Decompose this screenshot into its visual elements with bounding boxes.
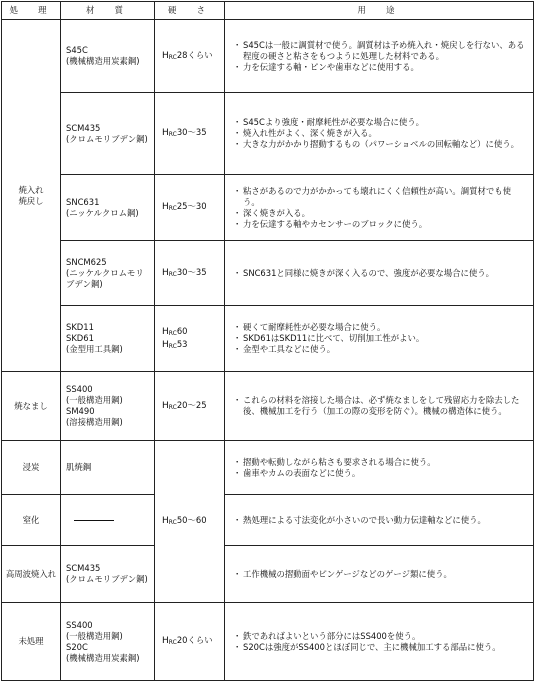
material-name: SM490 (66, 406, 95, 416)
material-cell (61, 372, 155, 441)
hardness-value: 30～35 (176, 127, 207, 137)
material-name: SS400 (66, 619, 93, 630)
hardness-value: 53 (176, 338, 188, 349)
process-label: 焼入れ 焼戻し (18, 184, 44, 206)
material-desc: (一般構造用鋼) (66, 630, 123, 641)
use-cell (225, 441, 534, 495)
material-name: S20C (66, 641, 88, 652)
material-desc: (金型用工具鋼) (66, 344, 123, 354)
table-row (2, 495, 534, 546)
use-item: ・ 深く焼きが入る。 (235, 208, 527, 219)
heat-treatment-table (1, 1, 534, 681)
hardness-sub: RC (168, 205, 177, 212)
use-cell (225, 495, 534, 546)
table-row (2, 306, 534, 372)
process-carburizing: 浸炭 (2, 441, 61, 495)
hardness-sub: RC (168, 329, 177, 337)
hardness-cell (155, 441, 225, 603)
hardness-cell (155, 20, 225, 93)
use-cell (225, 603, 534, 681)
material-desc: (機械構造用炭素鋼) (66, 56, 140, 66)
hardness-value: 60 (176, 325, 188, 336)
use-item: ・ S45Cより強度・耐摩耗性が必要な場合に使う。 (235, 117, 527, 128)
use-item: ・ SNC631と同様に焼きが深く入るので、強度が必要な場合に使う。 (235, 268, 527, 279)
hardness-value: 25～30 (176, 201, 207, 211)
material-desc: (クロムモリブデン鋼) (66, 574, 148, 584)
use-item: ・ 硬くて耐摩耗性が必要な場合に使う。 (235, 322, 527, 333)
material-name: SS400 (66, 384, 93, 394)
hardness-value: 50～60 (176, 515, 207, 525)
material-name: SKD11 (66, 322, 94, 332)
material-desc: (機械構造用炭素鋼) (66, 652, 140, 663)
hardness-sub: RC (168, 639, 177, 646)
use-cell (225, 372, 534, 441)
table-row (2, 20, 534, 93)
header-use: 用 途 (225, 2, 534, 20)
hardness-sub: RC (168, 131, 177, 138)
table-row (2, 603, 534, 681)
material-name: 肌焼鋼 (66, 462, 92, 472)
hardness-prefix: H (162, 516, 169, 526)
use-item: ・ 力を伝達する軸・ピンや歯車などに使用する。 (235, 62, 527, 73)
hardness-prefix: H (162, 326, 169, 337)
material-name: SKD61 (66, 333, 94, 343)
process-induction: 高周波焼入れ (2, 546, 61, 603)
material-desc: (クロムモリブデン鋼) (66, 133, 148, 144)
use-cell (225, 241, 534, 306)
use-cell (225, 20, 534, 93)
hardness-sub: RC (168, 53, 177, 61)
material-cell (61, 20, 155, 93)
hardness-prefix: H (162, 267, 169, 278)
table-row (2, 93, 534, 175)
process-nitriding: 窒化 (2, 495, 61, 546)
use-item: ・ 焼入れ性がよく、深く焼きが入る。 (235, 128, 527, 139)
hardness-prefix: H (162, 50, 169, 61)
use-item: ・ S45Cは一般に調質材で使う。調質材は予め焼入れ・焼戻しを行ない、ある程度の硬さと粘さをもつように処理した材料である。 (235, 40, 527, 62)
use-item: ・ 歯車やカムの表面などに使う。 (235, 468, 527, 479)
header-process: 処 理 (2, 2, 61, 20)
use-cell (225, 93, 534, 175)
hardness-prefix: H (162, 128, 169, 138)
use-item: ・ 鉄であればよいという部分にはSS400を使う。 (235, 631, 527, 642)
use-cell (225, 306, 534, 372)
material-cell (61, 495, 155, 546)
material-name: SNC631 (66, 196, 100, 207)
material-cell (61, 306, 155, 372)
hardness-prefix: H (162, 400, 169, 411)
use-item: ・ 工作機械の摺動面やピンゲージなどのゲージ類に使う。 (235, 569, 527, 580)
use-item: ・ 大きな力がかかり摺動するもの（パワーショベルの回転軸など）に使う。 (235, 139, 527, 150)
header-row (2, 2, 534, 20)
use-item: ・ SKD61はSKD11に比べて、切削加工性がよい。 (235, 333, 527, 344)
hardness-sub: RC (168, 519, 177, 526)
use-item: ・ 摺動や転動しながら粘さも要求される場合に使う。 (235, 457, 527, 468)
no-material-dash (74, 520, 114, 521)
material-desc: (ニッケルクロムモリブデン鋼) (66, 267, 144, 289)
process-annealing: 焼なまし (2, 372, 61, 441)
hardness-value: 20～25 (176, 399, 207, 410)
table-row (2, 546, 534, 603)
hardness-prefix: H (162, 202, 169, 212)
hardness-value: 20くらい (176, 635, 213, 645)
material-name: SCM435 (66, 563, 101, 573)
hardness-value: 30～35 (176, 266, 207, 277)
use-item: ・ 力を伝達する軸やカセンサーのブロックに使う。 (235, 219, 527, 230)
material-desc: (ニッケルクロム鋼) (66, 207, 139, 218)
material-cell (61, 175, 155, 241)
use-item: ・ 熱処理による寸法変化が小さいので長い動力伝達軸などに使う。 (235, 515, 527, 526)
table-row (2, 175, 534, 241)
use-item: ・ 粘さがあるので力がかかっても壊れにくく信頼性が高い。調質材でも使う。 (235, 186, 527, 208)
table-row (2, 372, 534, 441)
process-untreated: 未処理 (2, 603, 61, 681)
material-cell (61, 546, 155, 603)
use-cell (225, 175, 534, 241)
process-quench-temper (2, 20, 61, 372)
hardness-cell (155, 603, 225, 681)
material-name: SNCM625 (66, 256, 107, 267)
hardness-sub: RC (168, 403, 177, 411)
use-cell (225, 546, 534, 603)
material-name: S45C (66, 45, 88, 55)
material-desc: (一般構造用鋼) (66, 395, 123, 405)
hardness-prefix: H (162, 636, 169, 646)
header-hardness: 硬 さ (155, 2, 225, 20)
hardness-cell (155, 241, 225, 306)
hardness-cell (155, 372, 225, 441)
hardness-prefix: H (162, 339, 169, 350)
material-cell (61, 241, 155, 306)
hardness-value: 28くらい (176, 49, 213, 60)
hardness-sub: RC (168, 342, 177, 350)
material-desc: (溶接構造用鋼) (66, 417, 123, 427)
hardness-cell (155, 93, 225, 175)
hardness-cell (155, 306, 225, 372)
material-cell (61, 93, 155, 175)
hardness-sub: RC (168, 270, 177, 278)
use-item: ・ S20Cは強度がSS400とほぼ同じで、主に機械加工する部品に使う。 (235, 642, 527, 653)
header-material: 材 質 (61, 2, 155, 20)
material-name: SCM435 (66, 122, 101, 133)
use-item: ・ これらの材料を溶接した場合は、必ず焼なましをして残留応力を除去した後、機械加工を行う（加工の際の変形を防ぐ）。機械の構造体に使う。 (235, 395, 527, 417)
material-cell (61, 603, 155, 681)
table-row (2, 441, 534, 495)
material-cell (61, 441, 155, 495)
use-item: ・ 金型や工具などに使う。 (235, 344, 527, 355)
table-row (2, 241, 534, 306)
hardness-cell (155, 175, 225, 241)
